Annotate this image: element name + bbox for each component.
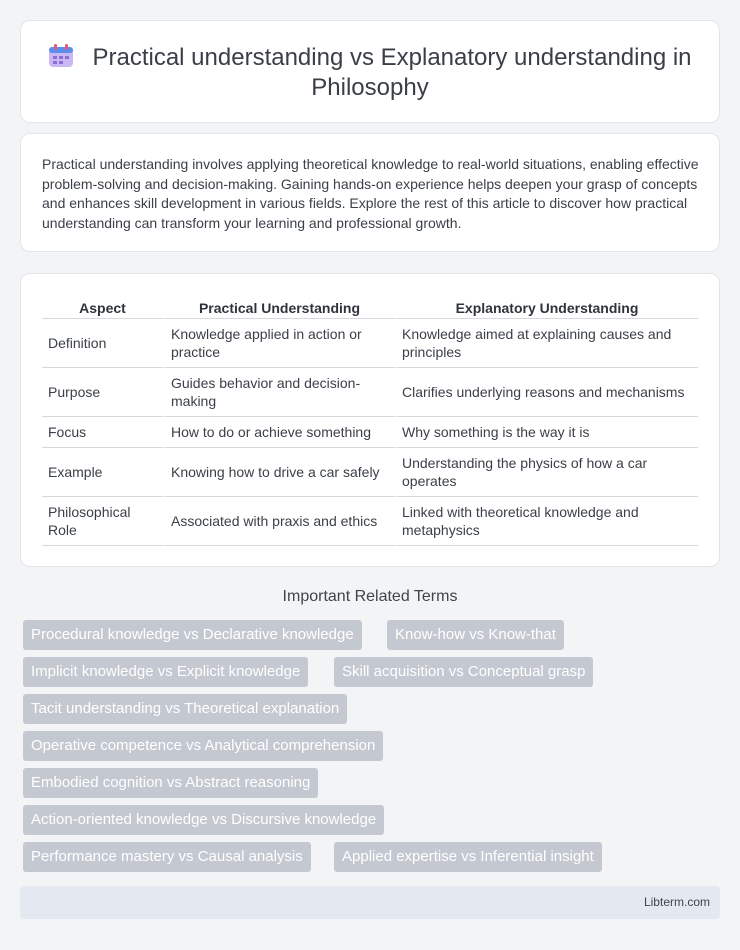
calendar-icon [48, 44, 74, 68]
table-cell: Knowledge aimed at explaining causes and principles [396, 319, 698, 368]
related-term-tag[interactable]: Know-how vs Know-that [387, 620, 564, 650]
header-explanatory: Explanatory Understanding [396, 296, 698, 319]
table-cell: Why something is the way it is [396, 417, 698, 448]
related-term-tag[interactable]: Embodied cognition vs Abstract reasoning [23, 768, 318, 798]
table-row [42, 368, 698, 417]
related-term-tag[interactable]: Procedural knowledge vs Declarative knowledge [23, 620, 362, 650]
related-term-tag[interactable]: Implicit knowledge vs Explicit knowledge [23, 657, 308, 687]
table-cell: Purpose [42, 368, 165, 417]
table-cell: Linked with theoretical knowledge and metaphysics [396, 497, 698, 546]
table-cell: Knowledge applied in action or practice [165, 319, 396, 368]
table-cell: How to do or achieve something [165, 417, 396, 448]
table-row [42, 417, 698, 448]
related-term-tag[interactable]: Operative competence vs Analytical comprehension [23, 731, 383, 761]
intro-card [20, 133, 720, 252]
table-cell: Philosophical Role [42, 497, 165, 546]
table-cell: Guides behavior and decision-making [165, 368, 396, 417]
footer [20, 886, 720, 919]
related-term-tag[interactable]: Tacit understanding vs Theoretical explanation [23, 694, 347, 724]
table-cell: Example [42, 448, 165, 497]
table-row [42, 319, 698, 368]
related-term-tag[interactable]: Applied expertise vs Inferential insight [334, 842, 602, 872]
related-term-tag[interactable]: Skill acquisition vs Conceptual grasp [334, 657, 593, 687]
comparison-table-card [20, 273, 720, 567]
table-cell: Focus [42, 417, 165, 448]
related-terms-title: Important Related Terms [282, 588, 458, 605]
table-cell: Definition [42, 319, 165, 368]
related-term-tag[interactable]: Performance mastery vs Causal analysis [23, 842, 311, 872]
table-cell: Understanding the physics of how a car operates [396, 448, 698, 497]
related-term-tag[interactable]: Action-oriented knowledge vs Discursive knowledge [23, 805, 384, 835]
footer-brand-link[interactable]: Libterm.com [643, 895, 710, 909]
header-practical: Practical Understanding [165, 296, 396, 319]
table-cell: Associated with praxis and ethics [165, 497, 396, 546]
table-row [42, 497, 698, 546]
table-row [42, 448, 698, 497]
table-cell: Clarifies underlying reasons and mechanisms [396, 368, 698, 417]
page-title-wrap [21, 43, 719, 103]
header-aspect: Aspect [42, 296, 165, 319]
page-title: Practical understanding vs Explanatory understanding in Philosophy [92, 44, 692, 101]
table-cell: Knowing how to drive a car safely [165, 448, 396, 497]
table-header-row [42, 296, 698, 319]
intro-paragraph: Practical understanding involves applying theoretical knowledge to real-world situations, enabling effective problem-solving and decision-making. Gaining hands-on experience helps deepen your grasp of concepts and enhances skill development in various fields. Explore the rest of this article to discover how practical understanding can transform your learning and professional growth. [42, 156, 699, 231]
comparison-table [42, 296, 698, 546]
title-card [20, 20, 720, 123]
